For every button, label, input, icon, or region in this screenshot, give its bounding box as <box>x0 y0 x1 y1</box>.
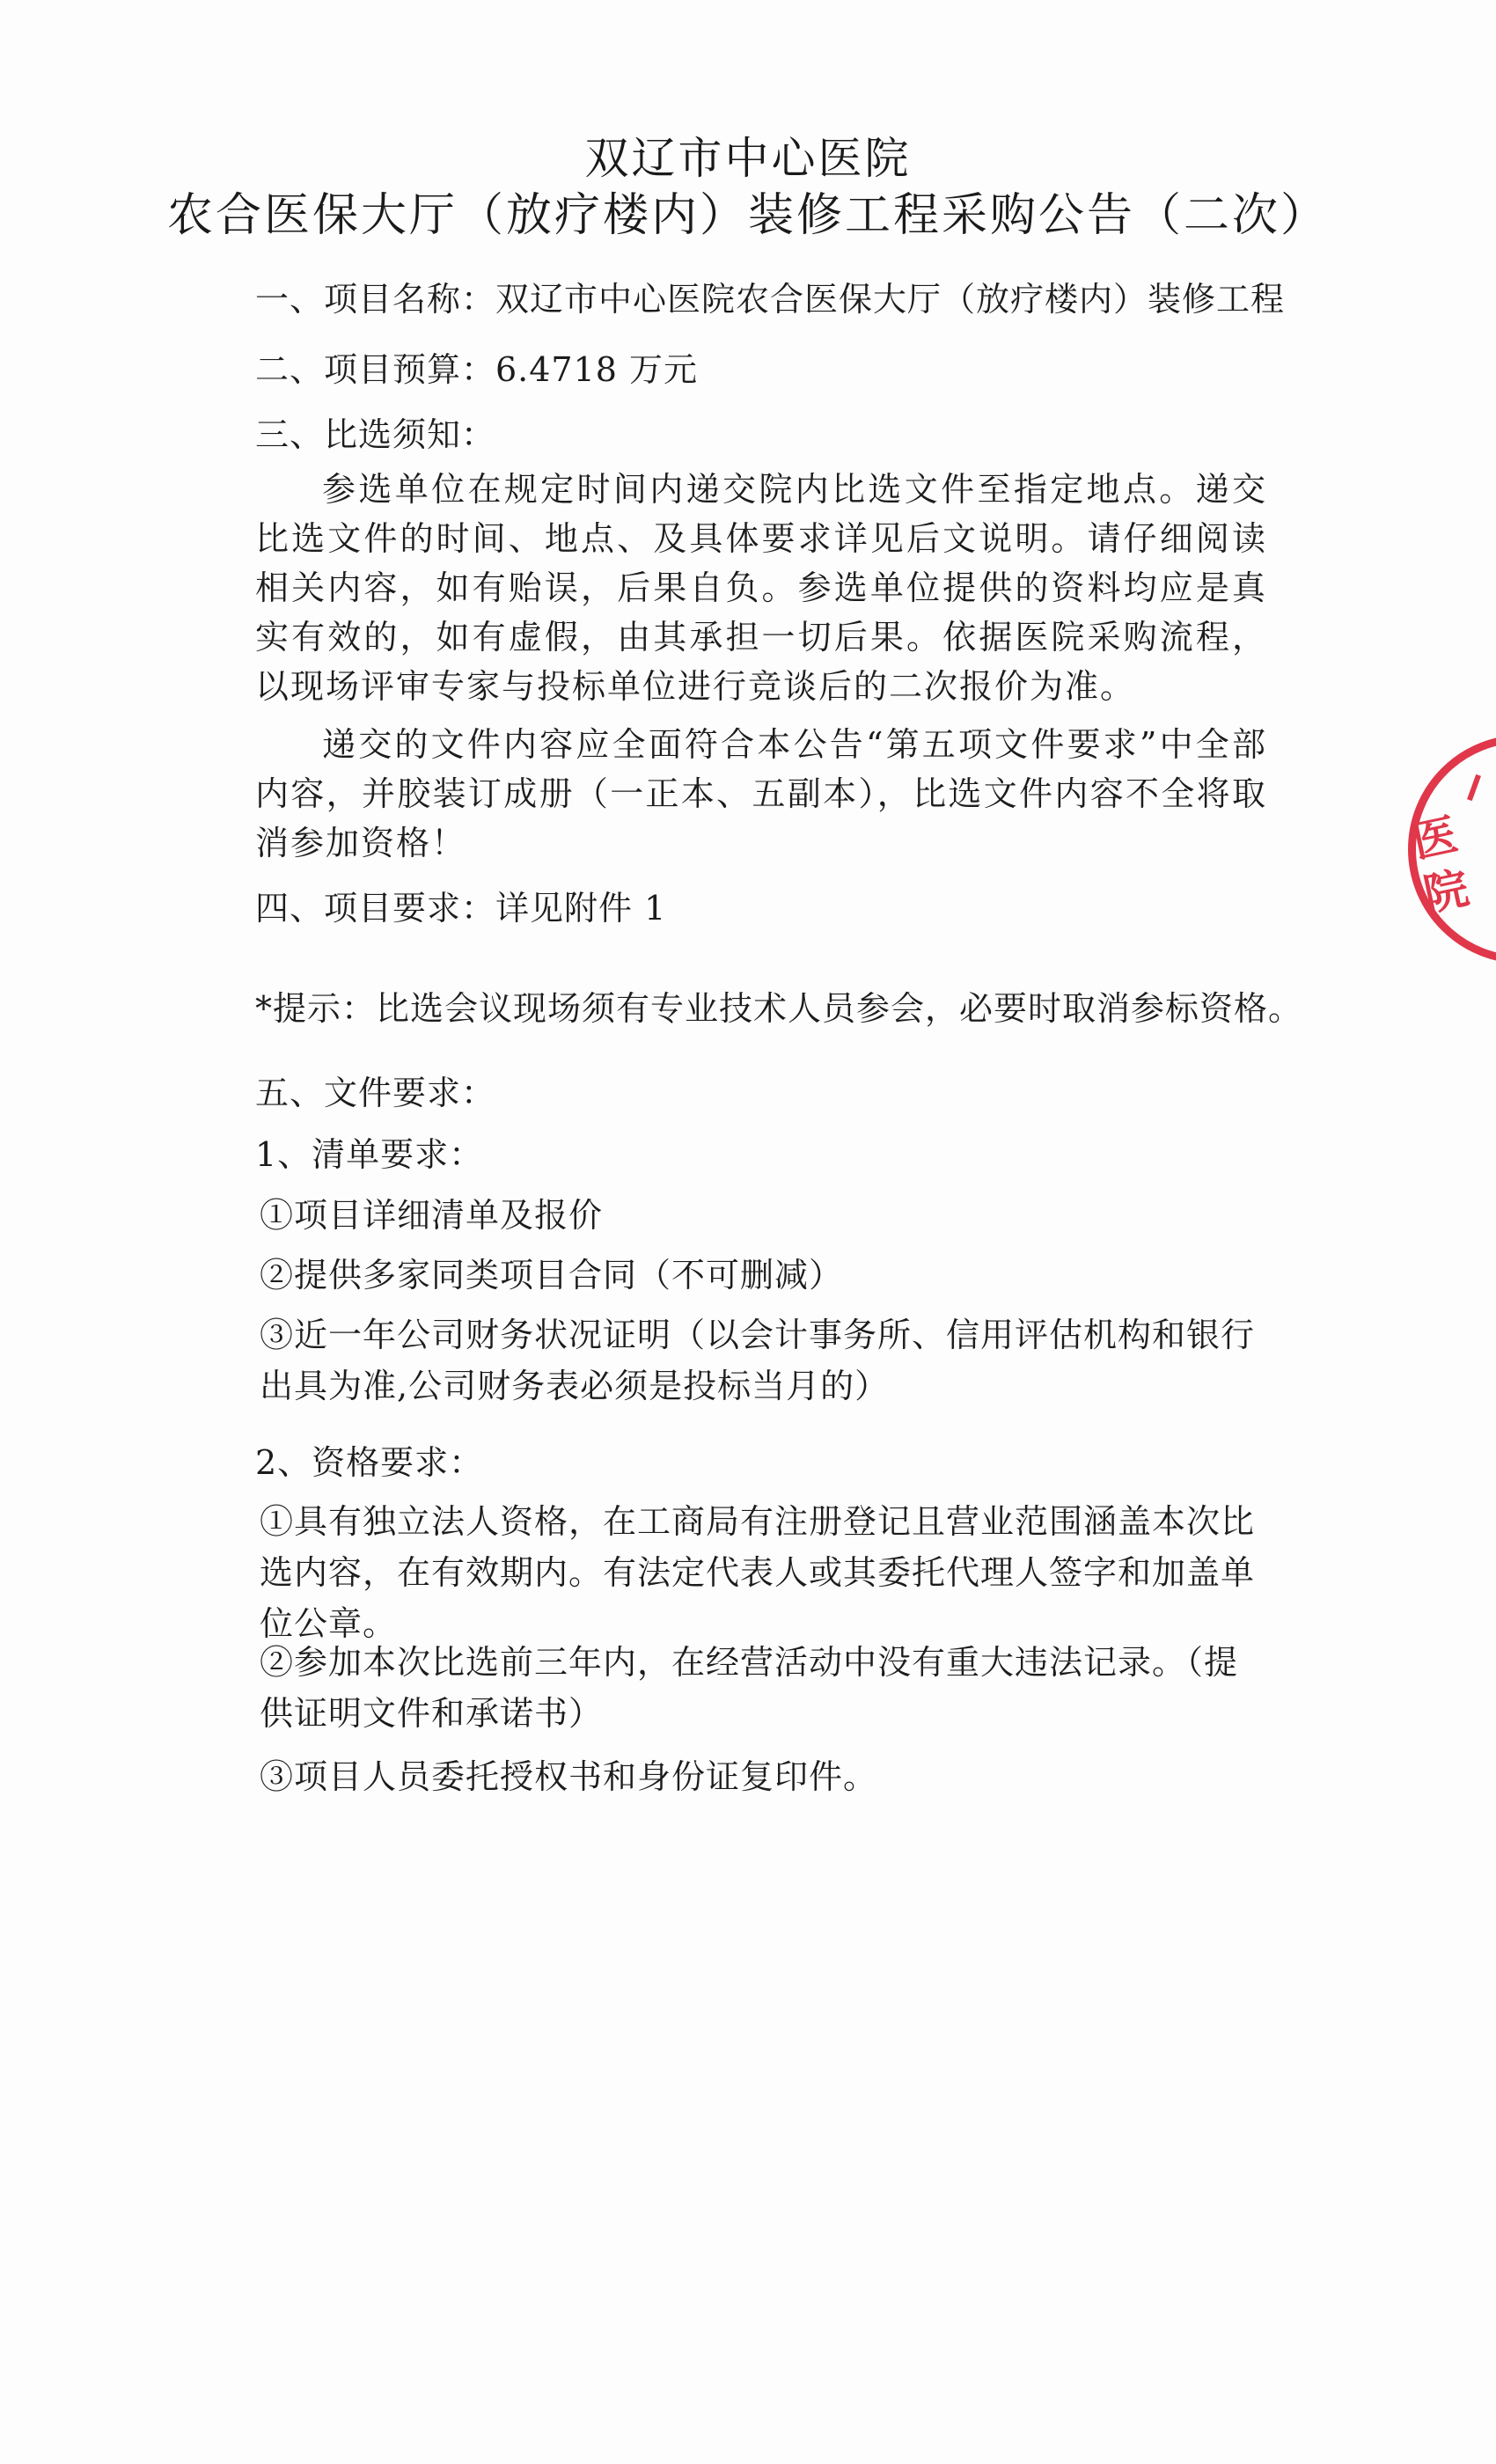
document-title-line2: 农合医保大厅（放疗楼内）装修工程采购公告（二次） <box>166 189 1329 242</box>
seal-text: 医院 <box>1407 808 1474 921</box>
list-item: ②参加本次比选前三年内，在经营活动中没有重大违法记录。（提供证明文件和承诺书） <box>260 1643 1239 1733</box>
tip-note: *提示：比选会议现场须有专业技术人员参会，必要时取消参标资格。 <box>255 989 1303 1028</box>
section-document-requirements: 五、文件要求： <box>255 1074 496 1112</box>
section-project-budget: 二、项目预算：6.4718 万元 <box>255 350 699 389</box>
notice-paragraph-1: 参选单位在规定时间内递交院内比选文件至指定地点。递交比选文件的时间、地点、及具体要求详见后文说明。请仔细阅读相关内容，如有贻误，后果自负。参选单位提供的资料均应是真实有效的，如有虚假，由其承担一切后果。依据医院采购流程，以现场评审专家与投标单位进行竞谈后的二次报价为准。 <box>255 470 1267 706</box>
list-item: ②提供多家同类项目合同（不可删减） <box>260 1256 844 1294</box>
subsection-list-requirements: 1、清单要求： <box>255 1135 484 1174</box>
section-project-name: 一、项目名称：双辽市中心医院农合医保大厅（放疗楼内）装修工程 <box>255 280 1286 319</box>
section-project-requirements: 四、项目要求：详见附件 1 <box>255 889 667 928</box>
list-item: ①具有独立法人资格，在工商局有注册登记且营业范围涵盖本次比选内容，在有效期内。有法定代表人或其委托代理人签字和加盖单位公章。 <box>260 1502 1256 1643</box>
list-item: ③近一年公司财务状况证明（以会计事务所、信用评估机构和银行出具为准,公司财务表必须是投标当月的） <box>260 1316 1256 1405</box>
document-title-line1: 双辽市中心医院 <box>584 133 912 184</box>
section-notice-heading: 三、比选须知： <box>255 415 496 454</box>
notice-paragraph-2: 递交的文件内容应全面符合本公告“第五项文件要求”中全部内容，并胶装订成册（一正本、五副本），比选文件内容不全将取消参加资格！ <box>255 725 1267 862</box>
subsection-qualification-requirements: 2、资格要求： <box>255 1443 484 1482</box>
list-item: ①项目详细清单及报价 <box>260 1196 604 1235</box>
list-item: ③项目人员委托授权书和身份证复印件。 <box>260 1757 878 1796</box>
